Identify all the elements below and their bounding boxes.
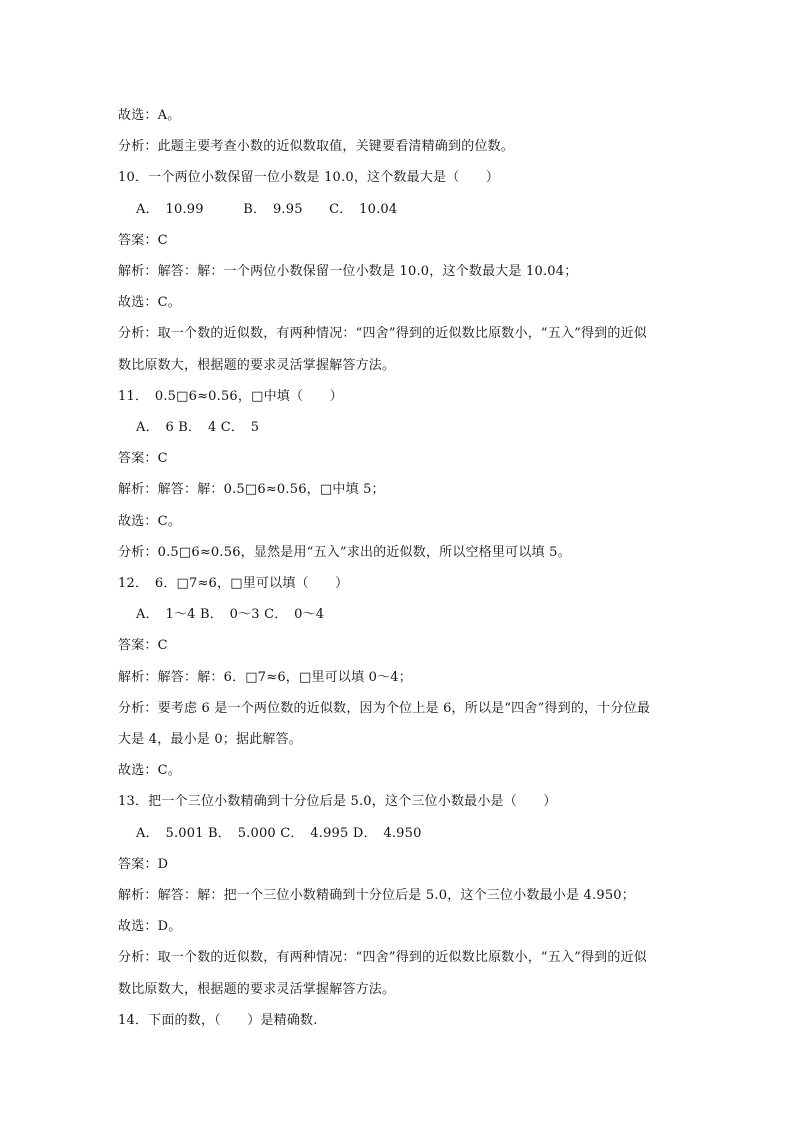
question-10-options: A． 10.99 B． 9.95 C． 10.04 [136, 201, 398, 217]
analysis-line: 分析：此题主要考查小数的近似数取值，关键要看清精确到的位数。 [118, 139, 515, 155]
question-12: 12． 6．□7≈6，□里可以填（ ） [118, 576, 349, 592]
question-14: 14．下面的数，（ ）是精确数. [118, 1012, 318, 1028]
question-13-analysis-1: 分析：取一个数的近似数，有两种情况：“四舍”得到的近似数比原数小，“五入”得到的近似 [118, 950, 647, 966]
question-13-explanation: 解析：解答：解：把一个三位小数精确到十分位后是 5.0，这个三位小数最小是 4.950； [118, 888, 635, 904]
question-10: 10．一个两位小数保留一位小数是 10.0，这个数最大是（ ） [118, 170, 500, 186]
question-12-answer: 答案：C [118, 638, 168, 654]
question-13: 13．把一个三位小数精确到十分位后是 5.0，这个三位小数最小是（ ） [118, 794, 557, 810]
question-12-analysis-1: 分析：要考虑 6 是一个两位数的近似数，因为个位上是 6，所以是“四舍”得到的，十分位最 [118, 700, 651, 716]
question-13-choice: 故选：D。 [118, 919, 182, 935]
question-10-analysis-2: 数比原数大，根据题的要求灵活掌握解答方法。 [118, 357, 396, 373]
question-12-analysis-2: 大是 4，最小是 0；据此解答。 [118, 732, 303, 748]
question-12-choice: 故选：C。 [118, 763, 181, 779]
question-11-explanation: 解析：解答：解：0.5□6≈0.56，□中填 5； [118, 482, 385, 498]
question-11-answer: 答案：C [118, 451, 168, 467]
question-10-explanation: 解析：解答：解：一个两位小数保留一位小数是 10.0，这个数最大是 10.04； [118, 264, 578, 280]
answer-choice-line: 故选：A。 [118, 108, 181, 123]
question-13-options: A． 5.001 B． 5.000 C． 4.995 D． 4.950 [136, 825, 422, 841]
question-11: 11． 0.5□6≈0.56，□中填（ ） [118, 388, 343, 404]
question-10-choice: 故选：C。 [118, 295, 181, 311]
question-10-answer: 答案：C [118, 232, 168, 248]
question-13-answer: 答案：D [118, 856, 169, 872]
question-10-analysis-1: 分析：取一个数的近似数，有两种情况：“四舍”得到的近似数比原数小，“五入”得到的近似 [118, 326, 647, 342]
question-12-options: A． 1～4 B． 0～3 C． 0～4 [136, 607, 325, 623]
question-11-analysis: 分析：0.5□6≈0.56，显然是用“五入”求出的近似数，所以空格里可以填 5。 [118, 544, 571, 560]
question-11-choice: 故选：C。 [118, 513, 181, 529]
question-12-explanation: 解析：解答：解：6．□7≈6，□里可以填 0～4； [118, 669, 412, 685]
question-11-options: A． 6 B． 4 C． 5 [136, 420, 260, 436]
question-13-analysis-2: 数比原数大，根据题的要求灵活掌握解答方法。 [118, 981, 396, 997]
